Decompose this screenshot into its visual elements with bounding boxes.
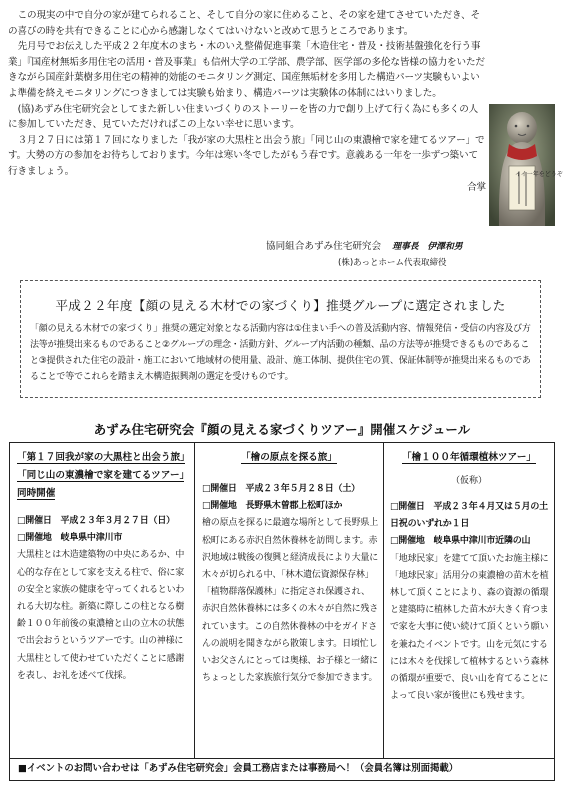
date-label: □開催日 (390, 502, 425, 512)
tour-details (202, 481, 378, 687)
tour-place: 岐阜県中津川市 (60, 533, 123, 544)
intro-paragraph: この現実の中で自分の家が建てられること、そして自分の家に住めること、その家を建てさせていただき、その喜びの時を共有できることに心から感謝しなくてはいけないと改めて思うところであります。 (8, 10, 480, 37)
tour-date: 平成２３年５月２８日（土） (245, 484, 360, 494)
tour-date-row (390, 499, 550, 533)
signature (266, 238, 463, 252)
tour-description: 大黒柱とは木造建築物の中央にあるか、中心的な存在として家を支える柱で、俗に家の安全と家族の健康を守ってくれるといわれる大切な柱。新築に際しこの柱となる樹齢１００年前後の東濃檜と山の立木の状態で出会おうというツアーです。山の神様に大黒柱として使わせていただくことに感謝を表し、お礼を述べて伐採。 (17, 550, 185, 681)
tour-date-row (202, 481, 378, 498)
photo-caption: イイ一年をどうぞ (515, 171, 563, 178)
closing-text: 合掌 (467, 181, 486, 193)
inquiry-footer: ■イベントのお問い合わせは「あずみ住宅研究会」会員工務店または事務局へ！（会員名簿は別面掲載） (9, 759, 555, 781)
tour-place: 長野県木曽郡上松町ほか (245, 501, 343, 512)
place-label: □開催地 (17, 533, 52, 544)
tour-description: 「地球民家」を建てて頂いたお施主様に「地球民家」活用分の東濃檜の苗木を植林して頂くことにより、森の資源の循環と建築時に植林した苗木が大きく育つまで家を大事に使い続けて頂くという願いを兼ねたイベントです。山を元気にするには木々を伐採して植林するという森林の循環が重要で、良い山を育てることによって良い家が後世にも残せます。 (390, 553, 549, 702)
tour-place-row (390, 533, 550, 550)
place-label: □開催地 (202, 501, 237, 512)
tour-date-row (17, 513, 189, 530)
jizo-statue-photo (489, 104, 563, 226)
schedule-table (9, 442, 555, 759)
tour-details (390, 499, 550, 705)
signature-name: 理事長 伊澤和男 (392, 242, 463, 252)
date-label: □開催日 (17, 516, 52, 526)
tour-column-2 (194, 443, 384, 758)
tour-title: 「第１７回我が家の大黒柱と出会う旅」「同じ山の東濃檜で家を建てるツアー」同時開催 (17, 452, 185, 499)
tour-place-row (202, 498, 378, 515)
selection-announcement-box (20, 280, 541, 398)
tour-details (17, 513, 189, 685)
selection-title: 平成２２年度【顔の見える木材での家づくり】推奨グループに選定されました (55, 298, 506, 313)
intro-text (8, 8, 486, 195)
tour-description: 檜の原点を探るに最適な場所として長野県上松町にある赤沢自然休養林を訪問します。赤沢地域は戦後の復興と経済成長により大量に木々が切られる中、「林木遺伝資源保存林」「植物群落保護林」に指定され保護され、赤沢自然休養林には多くの木々が自然に残されています。この自然休養林の中をガイドさんの説明を聞きながら散策します。日頃忙しいお父さんにとっては奥様、お子様と一緒にちょっとした家族旅行気分で参加できます。 (202, 518, 379, 684)
intro-paragraph: 先月号でお伝えした平成２２年度木のまち・木のいえ整備促進事業「木造住宅・普及・技術基盤強化を行う事業」『国産材無垢多用住宅の活用・普及事業』も信州大学の工学部、農学部、医学部の多伦な皆様の協力をいただきながら国産針葉樹多用住宅の精神的効能のモニタリング測定、国産無垢材を多用した構造パーツ実験もいよいよ準備を終えモニタリングにつきましては実験も始まり、構造パーツは実験体の体制にはいりました。 (8, 41, 485, 99)
selection-body: 「顔の見える木材での家づくり」推奨の選定対象となる活動内容は①住まい手への普及活動内容、情報発信・受信の内容及び方法等が推奨出来るものであること②グループの理念・活動方針、グループ内活動の種類、品の方法等が推奨できるものであること③提供された住宅の設計・施工において地域材の使用量、設計、施工体制、提供住宅の質、保証体制等が推奨出来るものであることで等でこれらを踏まえ木構造振興剤の選定を受けものです。 (30, 324, 531, 382)
signature-org: 協同組合あずみ住宅研究会 (266, 241, 382, 252)
tour-tentative-note: （仮称） (450, 476, 487, 486)
schedule-heading: あずみ住宅研究会『顔の見える家づくりツアー』開催スケジュール (93, 422, 471, 437)
signature-company: (株)あっとホーム代表取締役 (338, 258, 447, 268)
tour-date: 平成２３年３月２７日（日） (60, 516, 175, 526)
tour-date: 平成２３年４月又は５月の土日祝のいずれか１日 (390, 502, 548, 530)
tour-column-3 (383, 443, 555, 758)
intro-paragraph: ３月２７日には第１７回になりました「我が家の大黒柱と出会う旅」「同じ山の東濃檜で家を建てるツアー」です。大勢の方の参加をお待ちしております。今年は寒い冬でしたがもう春です。意義ある一年を一歩ずつ築いて行きましょう。 (8, 134, 485, 177)
tour-place-row (17, 530, 189, 547)
intro-paragraph: (協)あずみ住宅研究会としてまた新しい住まいづくりのストーリーを皆の力で創り上げて行く為にも多くの人に参加していただき、見ていただければこの上ない幸せに思います。 (8, 103, 479, 131)
date-label: □開催日 (202, 484, 237, 494)
tour-title: 「檜の原点を探る旅」 (241, 452, 337, 463)
place-label: □開催地 (390, 536, 425, 547)
tour-column-1 (10, 443, 194, 758)
tour-title: 「檜１００年循環植林ツアー」 (401, 452, 537, 463)
tour-place: 岐阜県中津川市近隣の山 (433, 536, 531, 547)
